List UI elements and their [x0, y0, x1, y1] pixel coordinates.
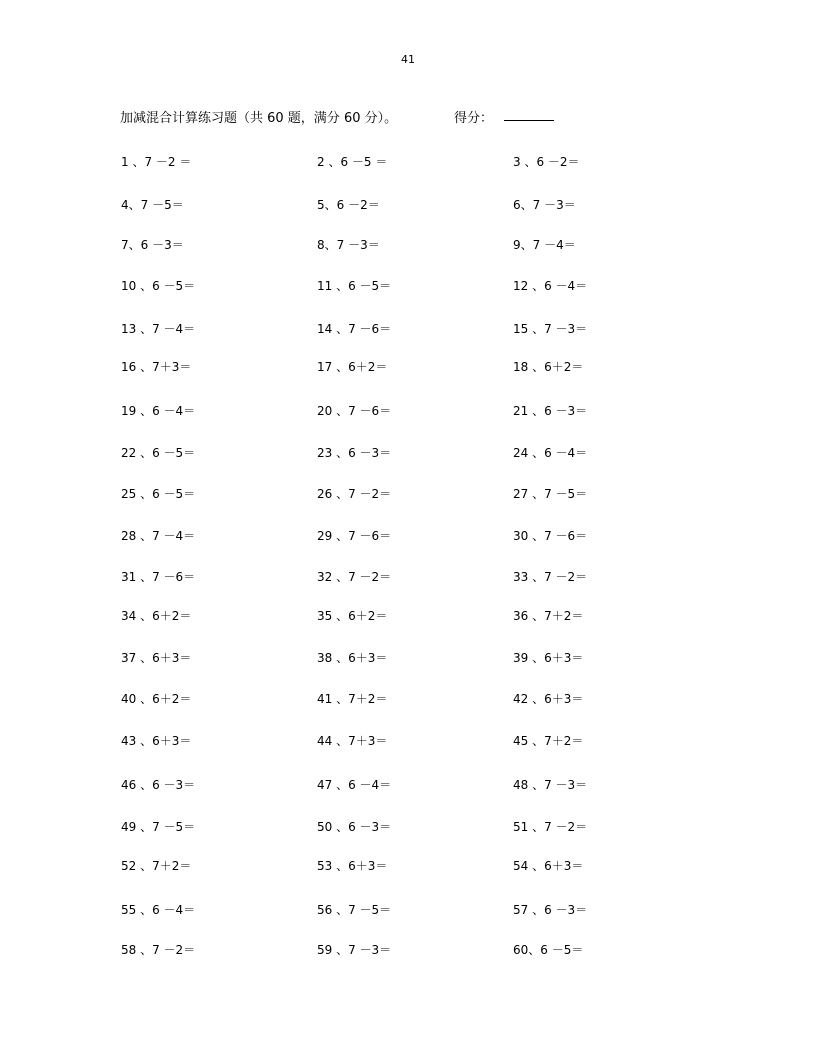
problem-item: 51 、7 －2＝	[513, 820, 588, 834]
problem-item: 40 、6＋2＝	[121, 692, 192, 706]
problem-item: 20 、7 －6＝	[317, 404, 392, 418]
worksheet-title: 加减混合计算练习题（共 60 题，满分 60 分）。	[120, 111, 398, 126]
problem-item: 1 、7 －2 ＝	[121, 155, 192, 169]
problem-item: 52 、7＋2＝	[121, 859, 192, 873]
problem-row	[0, 857, 816, 873]
problem-item: 15 、7 －3＝	[513, 322, 588, 336]
problem-item: 13 、7 －4＝	[121, 322, 196, 336]
problem-item: 59 、7 －3＝	[317, 943, 392, 957]
problem-row	[0, 690, 816, 706]
problem-item: 31 、7 －6＝	[121, 570, 196, 584]
problem-item: 30 、7 －6＝	[513, 529, 588, 543]
problem-item: 10 、6 －5＝	[121, 279, 196, 293]
problem-item: 11 、6 －5＝	[317, 279, 392, 293]
problem-row	[0, 358, 816, 374]
problem-item: 19 、6 －4＝	[121, 404, 196, 418]
problem-item: 35 、6＋2＝	[317, 609, 388, 623]
problem-item: 38 、6＋3＝	[317, 651, 388, 665]
problem-item: 56 、7 －5＝	[317, 903, 392, 917]
problem-item: 60、6 －5＝	[513, 943, 584, 957]
problem-row	[0, 153, 816, 169]
problem-item: 43 、6＋3＝	[121, 734, 192, 748]
problem-item: 53 、6＋3＝	[317, 859, 388, 873]
problem-row	[0, 776, 816, 792]
problem-item: 42 、6＋3＝	[513, 692, 584, 706]
problem-item: 36 、7＋2＝	[513, 609, 584, 623]
problem-row	[0, 527, 816, 543]
problem-row	[0, 320, 816, 336]
problem-item: 4、7 －5＝	[121, 198, 184, 212]
problem-item: 33 、7 －2＝	[513, 570, 588, 584]
worksheet-header	[120, 107, 720, 127]
problem-item: 7、6 －3＝	[121, 238, 184, 252]
problem-item: 9、7 －4＝	[513, 238, 576, 252]
problem-item: 2 、6 －5 ＝	[317, 155, 388, 169]
score-blank-line	[504, 107, 554, 121]
problem-row	[0, 941, 816, 957]
problem-row	[0, 485, 816, 501]
problem-item: 39 、6＋3＝	[513, 651, 584, 665]
problem-item: 16 、7＋3＝	[121, 360, 192, 374]
problem-item: 54 、6＋3＝	[513, 859, 584, 873]
problem-row	[0, 649, 816, 665]
problem-item: 14 、7 －6＝	[317, 322, 392, 336]
problem-item: 17 、6＋2＝	[317, 360, 388, 374]
problem-row	[0, 607, 816, 623]
problem-item: 58 、7 －2＝	[121, 943, 196, 957]
problem-item: 12 、6 －4＝	[513, 279, 588, 293]
problem-item: 22 、6 －5＝	[121, 446, 196, 460]
problem-item: 44 、7＋3＝	[317, 734, 388, 748]
problem-item: 48 、7 －3＝	[513, 778, 588, 792]
problem-item: 3 、6 －2＝	[513, 155, 580, 169]
problem-item: 55 、6 －4＝	[121, 903, 196, 917]
problem-item: 32 、7 －2＝	[317, 570, 392, 584]
problem-row	[0, 236, 816, 252]
problem-row	[0, 818, 816, 834]
problem-item: 37 、6＋3＝	[121, 651, 192, 665]
problem-row	[0, 732, 816, 748]
problem-item: 5、6 －2＝	[317, 198, 380, 212]
page-number: 41	[401, 53, 415, 66]
problem-item: 18 、6＋2＝	[513, 360, 584, 374]
problem-item: 46 、6 －3＝	[121, 778, 196, 792]
problem-item: 27 、7 －5＝	[513, 487, 588, 501]
problem-item: 47 、6 －4＝	[317, 778, 392, 792]
problem-item: 24 、6 －4＝	[513, 446, 588, 460]
problem-row	[0, 196, 816, 212]
problem-item: 26 、7 －2＝	[317, 487, 392, 501]
problem-item: 6、7 －3＝	[513, 198, 576, 212]
problem-item: 50 、6 －3＝	[317, 820, 392, 834]
problem-row	[0, 444, 816, 460]
problem-item: 34 、6＋2＝	[121, 609, 192, 623]
score-label: 得分：	[454, 111, 494, 126]
problem-item: 29 、7 －6＝	[317, 529, 392, 543]
problem-item: 57 、6 －3＝	[513, 903, 588, 917]
problem-item: 23 、6 －3＝	[317, 446, 392, 460]
problem-item: 8、7 －3＝	[317, 238, 380, 252]
problem-item: 21 、6 －3＝	[513, 404, 588, 418]
problem-item: 49 、7 －5＝	[121, 820, 196, 834]
problem-row	[0, 901, 816, 917]
problem-row	[0, 568, 816, 584]
problem-item: 45 、7＋2＝	[513, 734, 584, 748]
problem-row	[0, 277, 816, 293]
problem-item: 41 、7＋2＝	[317, 692, 388, 706]
problem-row	[0, 402, 816, 418]
problem-item: 28 、7 －4＝	[121, 529, 196, 543]
problem-item: 25 、6 －5＝	[121, 487, 196, 501]
